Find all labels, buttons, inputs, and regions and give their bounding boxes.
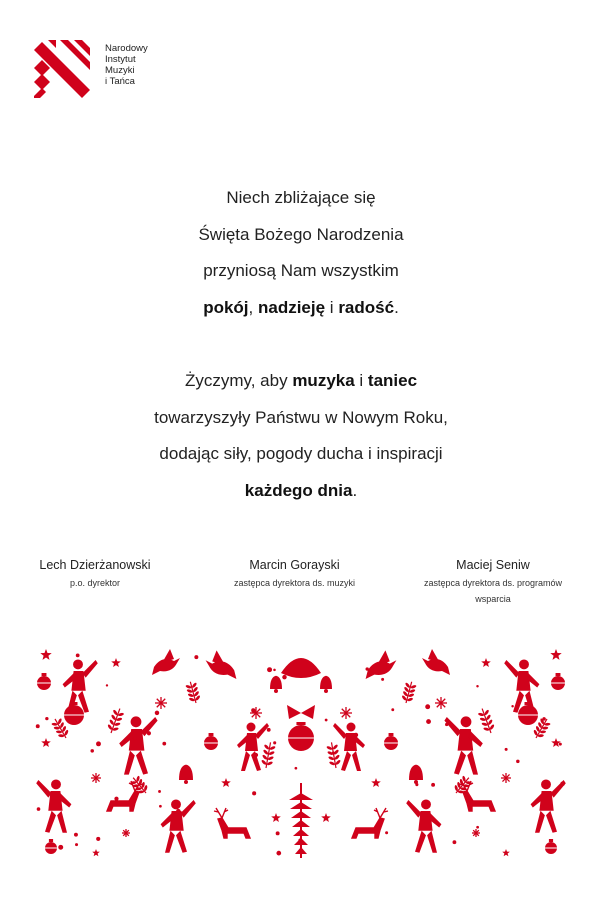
dot-ornament <box>77 664 80 667</box>
greeting-line: towarzyszyły Państwu w Nowym Roku, <box>154 407 448 427</box>
dancer-icon <box>531 779 566 832</box>
dot-ornament <box>476 826 479 829</box>
dot-ornament <box>75 843 78 846</box>
star-icon <box>111 658 121 667</box>
dancer-icon <box>63 659 98 712</box>
word-joy: radość <box>338 297 395 317</box>
dot-ornament <box>176 809 181 814</box>
bauble-cap <box>71 702 78 705</box>
star-icon <box>271 813 281 822</box>
dot-ornament <box>224 665 229 670</box>
dot-ornament <box>36 724 40 728</box>
signature-deputy-music <box>212 557 377 591</box>
dot-ornament <box>549 842 554 847</box>
tree-layer <box>292 820 310 827</box>
dot-ornament <box>162 742 166 746</box>
dot-ornament <box>560 781 565 786</box>
logo-wordmark <box>105 43 148 87</box>
bell-icon <box>179 765 193 780</box>
signature-role: zastępca dyrektora ds. programów wsparcia <box>423 578 563 604</box>
dot-ornament <box>90 749 93 752</box>
dancer-icon <box>444 716 482 774</box>
logo-line: Narodowy <box>105 43 148 54</box>
dot-ornament <box>267 667 272 672</box>
tree-layer <box>289 793 313 800</box>
dot-ornament <box>559 743 562 746</box>
dot-ornament <box>445 723 448 726</box>
dot-ornament <box>431 783 435 787</box>
dancer-icon <box>406 799 441 852</box>
dot-ornament <box>159 805 162 808</box>
tree-layer <box>290 802 312 809</box>
dot-ornament <box>276 831 280 835</box>
dot-ornament <box>511 705 513 707</box>
dot-ornament <box>114 797 118 801</box>
text: Życzymy, aby <box>184 371 293 390</box>
greeting-line: przyniosą Nam wszystkim <box>203 261 399 280</box>
branch-icon <box>325 741 342 769</box>
greeting-line: dodając siły, pogody ducha i inspiracji <box>159 444 443 463</box>
dancer-icon <box>504 659 539 712</box>
dot-ornament <box>385 831 388 834</box>
dot-ornament <box>251 708 255 712</box>
branch-icon <box>476 706 497 735</box>
star-icon <box>221 778 231 787</box>
reindeer-icon <box>352 808 388 838</box>
bird-icon <box>366 650 397 679</box>
bauble-cap <box>49 839 53 842</box>
bell-icon <box>409 765 423 780</box>
dot-ornament <box>505 748 508 751</box>
star-icon <box>321 813 331 822</box>
dancer-icon <box>161 799 196 852</box>
star-icon <box>92 849 100 856</box>
dot-ornament <box>252 791 256 795</box>
bauble-cap <box>296 722 305 725</box>
dot-ornament <box>426 719 431 724</box>
signature-role: zastępca dyrektora ds. muzyki <box>233 578 356 588</box>
signature-name: Lech Dzierżanowski <box>39 558 151 572</box>
signature-role: p.o. dyrektor <box>69 578 121 588</box>
bauble-cap <box>549 839 553 842</box>
branch-icon <box>128 774 150 797</box>
word-hope: nadzieję <box>257 297 326 317</box>
bauble-cap <box>556 673 561 676</box>
dot-ornament <box>365 667 368 670</box>
dot-ornament <box>155 711 159 715</box>
tree-layer <box>291 811 311 818</box>
dot-ornament <box>381 678 384 681</box>
dot-ornament <box>332 751 335 754</box>
dot-ornament <box>383 665 387 669</box>
dot-ornament <box>354 733 358 737</box>
reindeer-icon <box>214 808 250 838</box>
dot-ornament <box>391 708 394 711</box>
dot-ornament <box>476 685 478 687</box>
greeting-line <box>0 290 602 327</box>
branch-icon <box>400 680 418 704</box>
star-icon <box>371 778 381 787</box>
dancer-icon <box>36 779 71 832</box>
star-icon <box>550 649 561 660</box>
dot-ornament <box>298 838 302 842</box>
greeting-line: Święta Bożego Narodzenia <box>198 224 404 244</box>
dot-ornament <box>273 669 276 672</box>
star-icon <box>551 738 561 747</box>
branch-icon <box>260 741 277 769</box>
star-icon <box>41 738 51 747</box>
star-icon <box>481 658 491 667</box>
bauble-cap <box>42 673 47 676</box>
bird-icon <box>152 649 180 675</box>
dot-ornament <box>516 760 519 763</box>
bauble-cap <box>209 733 214 736</box>
greeting-line <box>0 473 602 510</box>
dot-ornament <box>293 663 296 666</box>
dot-ornament <box>194 655 198 659</box>
dot-ornament <box>74 833 78 837</box>
bow-icon <box>287 705 315 719</box>
dot-ornament <box>147 731 151 735</box>
period: . <box>352 480 358 500</box>
bell-clapper <box>274 689 278 693</box>
dot-ornament <box>106 684 108 686</box>
signature-deputy-programs <box>398 557 588 607</box>
dot-ornament <box>296 660 299 663</box>
word-peace: pokój <box>203 297 249 317</box>
bell-icon <box>320 676 332 689</box>
greeting-line: Niech zbliżające się <box>226 188 376 207</box>
dot-ornament <box>425 704 430 709</box>
dancer-icon <box>119 716 157 774</box>
dot-ornament <box>415 783 418 786</box>
separator: i <box>354 371 368 390</box>
nimit-logo-icon <box>34 40 92 98</box>
word-music: muzyka <box>292 371 355 390</box>
dot-ornament <box>96 741 101 746</box>
institute-logo <box>34 40 148 98</box>
dot-ornament <box>276 851 281 856</box>
period: . <box>394 297 399 317</box>
greeting-line <box>0 363 602 400</box>
christmas-pattern-icon <box>26 643 576 868</box>
dot-ornament <box>96 837 100 841</box>
dot-ornament <box>158 790 161 793</box>
dot-ornament <box>295 767 298 770</box>
bauble-cap <box>525 702 532 705</box>
dot-ornament <box>254 753 258 757</box>
logo-line: i Tańca <box>105 76 135 87</box>
tree-layer <box>293 829 309 836</box>
branch-icon <box>105 706 126 735</box>
dot-ornament <box>542 717 546 721</box>
signature-name: Marcin Gorayski <box>249 558 340 572</box>
signature-name: Maciej Seniw <box>456 558 530 572</box>
star-icon <box>40 649 51 660</box>
dot-ornament <box>45 717 48 720</box>
logo-line: Muzyki <box>105 65 135 76</box>
dot-ornament <box>37 807 41 811</box>
dot-ornament <box>267 728 271 732</box>
dot-ornament <box>76 653 80 657</box>
cone-icon <box>281 658 321 678</box>
dot-ornament <box>133 737 137 741</box>
branch-icon <box>184 680 202 704</box>
word-every-day: każdego dnia <box>244 480 353 500</box>
dot-ornament <box>282 675 286 679</box>
logo-line: Instytut <box>105 54 136 65</box>
bauble-cap <box>389 733 394 736</box>
tree-layer <box>295 847 307 854</box>
bell-icon <box>270 676 282 689</box>
separator: , <box>248 297 258 317</box>
bird-icon <box>206 650 237 679</box>
dot-ornament <box>273 741 276 744</box>
dot-ornament <box>58 845 63 850</box>
dot-ornament <box>296 740 301 745</box>
bird-icon <box>422 649 450 675</box>
branch-icon <box>451 774 473 797</box>
bell-clapper <box>324 689 328 693</box>
dot-ornament <box>325 719 328 722</box>
word-dance: taniec <box>367 371 418 390</box>
star-icon <box>502 849 510 856</box>
greeting-text <box>0 180 602 509</box>
bell-clapper <box>184 780 188 784</box>
dot-ornament <box>453 840 457 844</box>
separator: i <box>325 297 339 317</box>
signature-director <box>15 557 175 591</box>
